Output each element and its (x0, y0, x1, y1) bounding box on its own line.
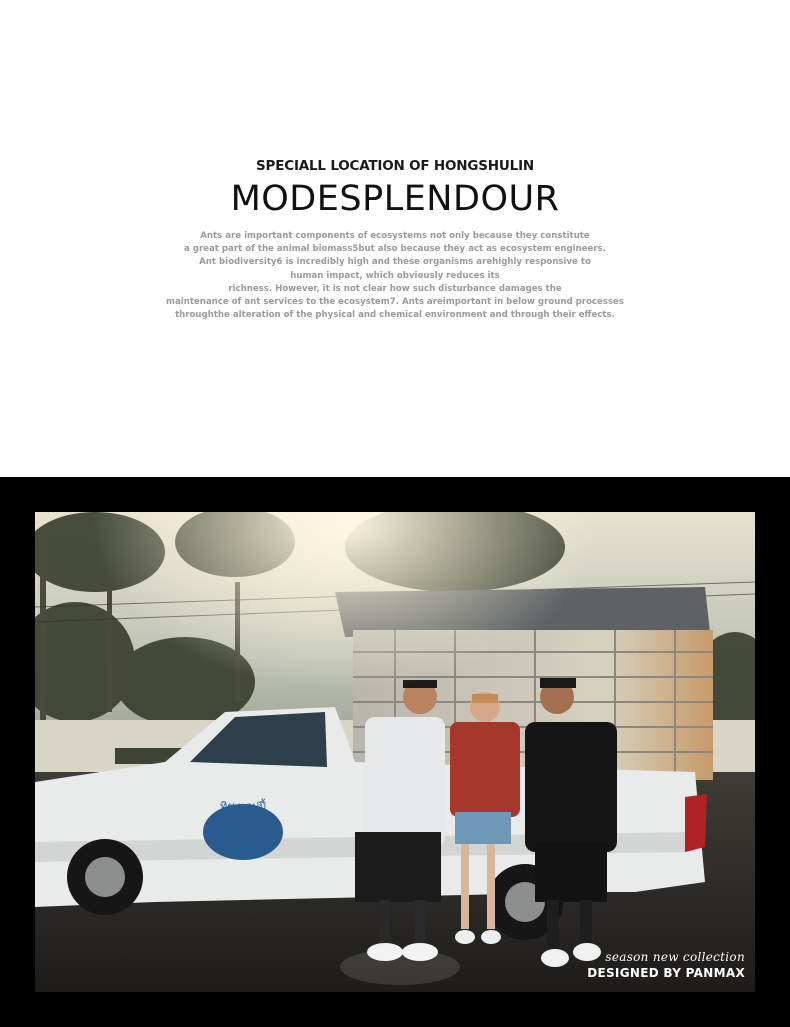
description-line: maintenance of ant services to the ecosystem7. Ants areimportant in below ground processes (166, 297, 624, 308)
description-line: human impact, which obviously reduces its (290, 270, 500, 281)
description-line: a great part of the animal biomass5but also because they act as ecosystem engineers. (184, 244, 606, 255)
intro-section (0, 0, 790, 477)
description-paragraph (0, 230, 790, 322)
brand-title: MODESPLENDOUR (230, 179, 560, 219)
description-line: richness. However, it is not clear how such disturbance damages the (228, 283, 562, 294)
description-line: Ant biodiversity6 is incredibly high and these organisms arehighly responsive to (199, 257, 591, 268)
photo-illustration (35, 512, 755, 992)
designer-caption: DESIGNED BY PANMAX (587, 966, 745, 980)
description-line: Ants are important components of ecosystems not only because they constitute (200, 231, 590, 241)
collection-caption: season new collection (605, 950, 745, 964)
description-line: throughthe alteration of the physical and chemical environment and through their effects. (175, 310, 615, 321)
lookbook-photo (35, 512, 755, 992)
section-subtitle: SPECIALL LOCATION OF HONGSHULIN (256, 158, 534, 174)
photo-frame (0, 477, 790, 1027)
